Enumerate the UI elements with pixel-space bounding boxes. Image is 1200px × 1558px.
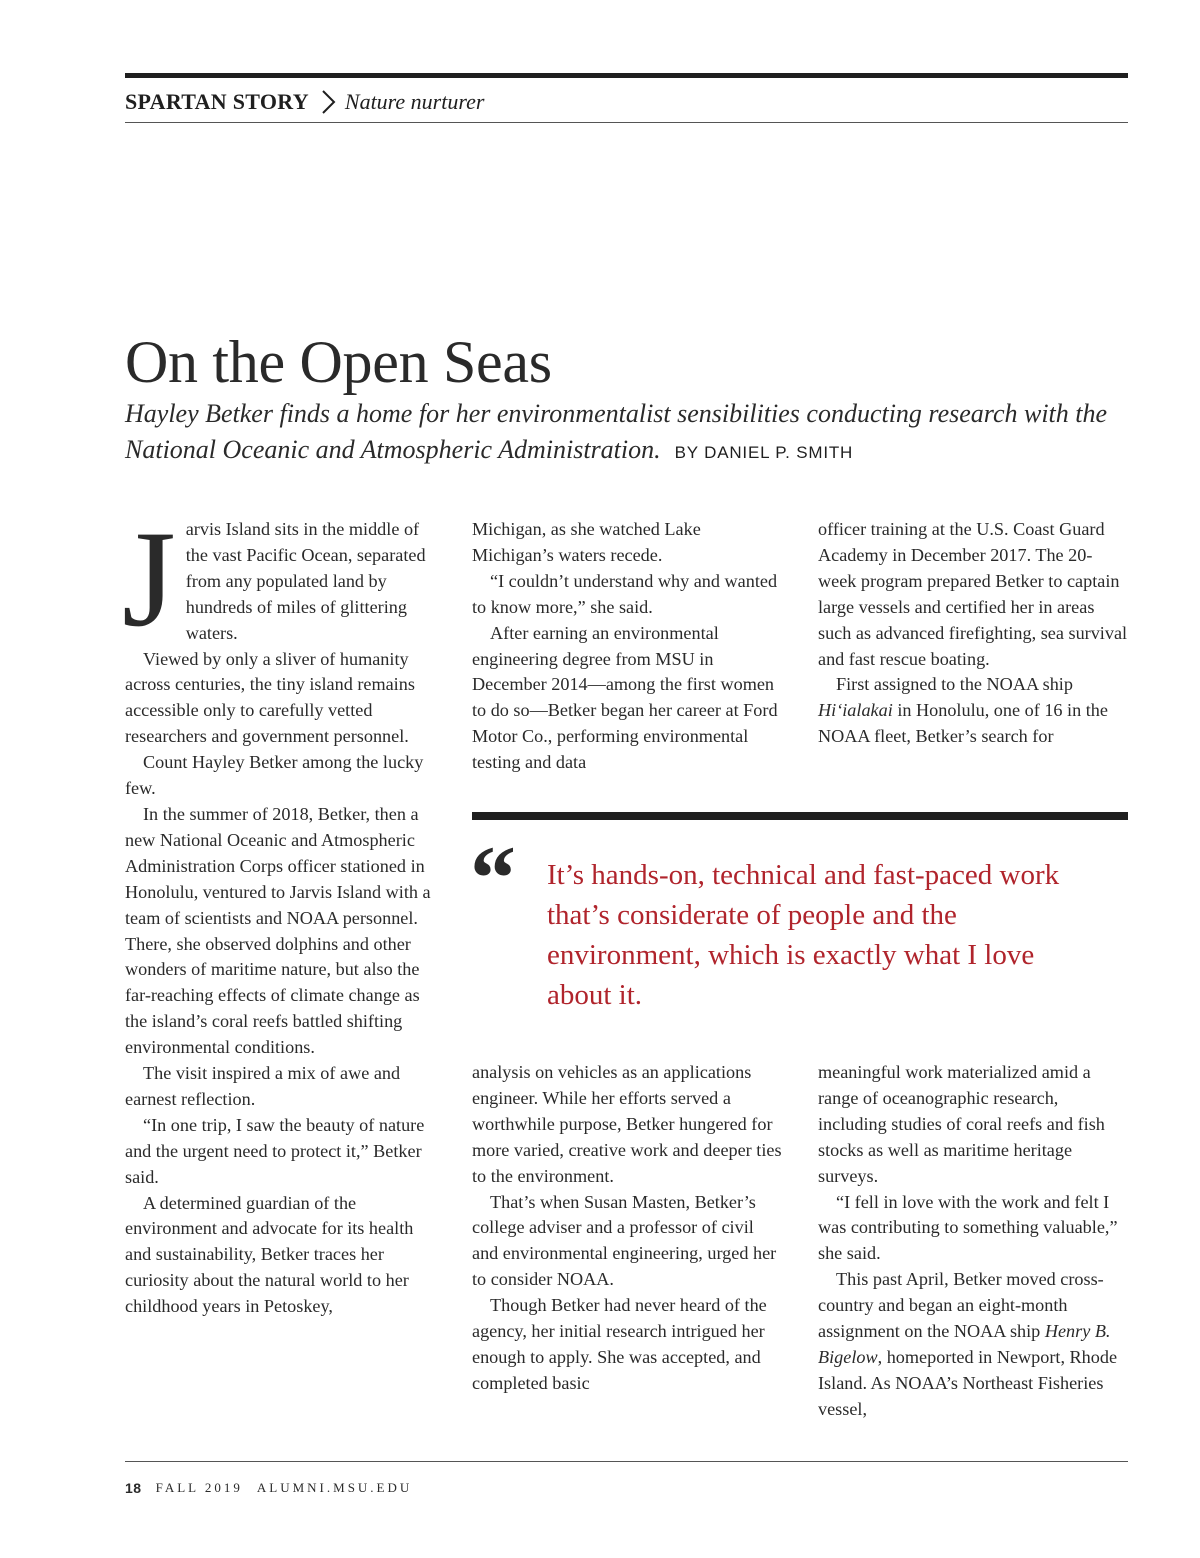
paragraph-text: First assigned to the NOAA ship bbox=[836, 674, 1073, 695]
paragraph: “I couldn’t understand why and wanted to know more,” she said. bbox=[472, 570, 778, 617]
body-column-2-bottom bbox=[472, 1060, 784, 1397]
byline: BY DANIEL P. SMITH bbox=[674, 443, 854, 462]
paragraph: “In one trip, I saw the beauty of nature and the urgent need to protect it,” Betker said. bbox=[125, 1114, 425, 1187]
page-number: 18 bbox=[125, 1480, 142, 1496]
paragraph: After earning an environmental engineering degree from MSU in December 2014—among the first women to do so—Betker began her career at Ford Motor Co., performing environmental testing and data bbox=[472, 622, 778, 773]
paragraph: analysis on vehicles as an applications engineer. While her efforts served a worthwhile purpose, Betker hungered for more varied, creative work and deeper ties to the environment. bbox=[472, 1062, 782, 1186]
paragraph: Michigan, as she watched Lake Michigan’s waters recede. bbox=[472, 519, 701, 565]
article-title: On the Open Seas bbox=[125, 329, 552, 395]
body-column-2-top bbox=[472, 517, 784, 776]
chevron-right-icon bbox=[319, 88, 337, 116]
paragraph: A determined guardian of the environment and advocate for its health and sustainability, Betker traces her curiosity about the natural world to her childhood years in Petoskey, bbox=[125, 1192, 414, 1317]
quote-mark-icon: “ bbox=[470, 827, 516, 929]
drop-cap: J bbox=[122, 502, 176, 655]
issue-label: FALL 2019 bbox=[155, 1480, 243, 1495]
ship-name: Henry B. Bigelow bbox=[818, 1321, 1111, 1367]
paragraph: Viewed by only a sliver of humanity across centuries, the tiny island remains accessible only to carefully vetted researchers and government personnel. bbox=[125, 648, 415, 747]
body-column-3-bottom bbox=[818, 1060, 1130, 1423]
pull-quote: It’s hands-on, technical and fast-paced work that’s considerate of people and the environment, which is exactly what I love about it. bbox=[547, 859, 1060, 1011]
paragraph-text: This past April, Betker moved cross-country and began an eight-month assignment on the NOAA ship bbox=[818, 1269, 1104, 1342]
paragraph: Count Hayley Betker among the lucky few. bbox=[125, 752, 424, 799]
paragraph bbox=[818, 672, 1130, 750]
breadcrumb-topic: Nature nurturer bbox=[344, 89, 485, 114]
paragraph: The visit inspired a mix of awe and earnest reflection. bbox=[125, 1063, 401, 1109]
paragraph: Though Betker had never heard of the agency, her initial research intrigued her enough to apply. She was accepted, and completed basic bbox=[472, 1295, 767, 1393]
footer-rule bbox=[125, 1461, 1128, 1462]
ship-name: Hi‘ialakai bbox=[818, 700, 893, 721]
paragraph: “I fell in love with the work and felt I was contributing to something valuable,” she said. bbox=[818, 1191, 1118, 1264]
body-column-1 bbox=[122, 502, 437, 1320]
paragraph-text: in Honolulu, one of 16 in the NOAA fleet, Betker’s search for bbox=[818, 700, 1108, 747]
paragraph bbox=[818, 1267, 1130, 1422]
article-dek bbox=[125, 396, 1135, 471]
breadcrumb bbox=[125, 86, 484, 118]
paragraph: officer training at the U.S. Coast Guard Academy in December 2017. The 20-week program prepared Betker to captain large vessels and certified her in areas such as advanced firefighting, sea survival and fast rescue boating. bbox=[818, 519, 1128, 669]
header-top-rule bbox=[125, 73, 1128, 78]
paragraph-text: , homeported in Newport, Rhode Island. As NOAA’s Northeast Fisheries vessel, bbox=[818, 1346, 1118, 1419]
dek-text: Hayley Betker finds a home for her environmentalist sensibilities conducting research with the National Oceanic and Atmospheric Administration. bbox=[125, 399, 1108, 464]
paragraph bbox=[122, 502, 437, 655]
paragraph-text: arvis Island sits in the middle of the vast Pacific Ocean, separated from any populated land by hundreds of miles of glittering waters. bbox=[185, 519, 426, 643]
paragraph: That’s when Susan Masten, Betker’s college adviser and a professor of civil and environmental engineering, urged her to consider NOAA. bbox=[472, 1191, 777, 1290]
paragraph: In the summer of 2018, Betker, then a new National Oceanic and Atmospheric Administration Corps officer stationed in Honolulu, ventured to Jarvis Island with a team of scientists and NOAA personnel. There, she observed dolphins and other wonders of maritime nature, but also the far-reaching effects of climate change as the island’s coral reefs battled shifting environmental conditions. bbox=[125, 803, 431, 1058]
paragraph: meaningful work materialized amid a range of oceanographic research, including studies of coral reefs and fish stocks as well as maritime heritage surveys. bbox=[818, 1062, 1105, 1186]
pull-quote-rule bbox=[472, 812, 1128, 820]
breadcrumb-section: SPARTAN STORY bbox=[125, 89, 309, 114]
page-footer bbox=[125, 1478, 412, 1498]
site-url: ALUMNI.MSU.EDU bbox=[256, 1480, 413, 1495]
body-column-3-top bbox=[818, 517, 1130, 750]
header-bottom-rule bbox=[125, 122, 1128, 123]
